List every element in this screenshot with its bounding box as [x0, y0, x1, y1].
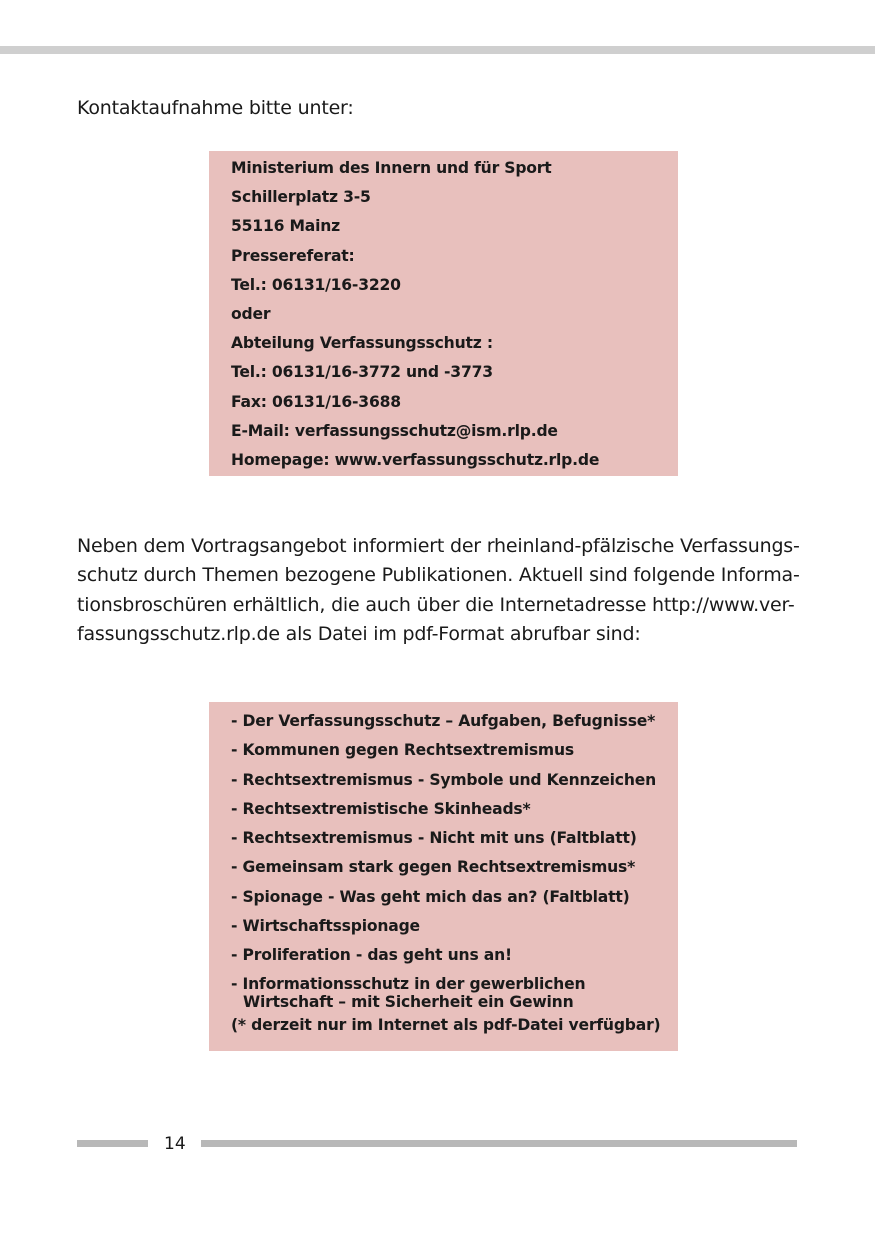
contact-email: E-Mail: verfassungsschutz@ism.rlp.de [231, 421, 558, 440]
paragraph-line: Neben dem Vortragsangebot informiert der rheinland-pfälzische Verfassungs- [77, 535, 800, 557]
publication-item: - Kommunen gegen Rechtsextremismus [231, 741, 574, 760]
publication-item: - Rechtsextremismus - Symbole und Kennzeichen [231, 770, 657, 789]
contact-box [209, 151, 678, 476]
top-divider [0, 46, 875, 54]
page-number: 14 [164, 1134, 186, 1154]
contact-phone: Tel.: 06131/16-3220 [231, 275, 401, 294]
contact-fax: Fax: 06131/16-3688 [231, 392, 401, 411]
paragraph-line: tionsbroschüren erhältlich, die auch über die Internetadresse http://www.ver- [77, 593, 795, 616]
publication-item [231, 971, 678, 1011]
publication-item: - Der Verfassungsschutz – Aufgaben, Befugnisse* [231, 712, 656, 730]
contact-line: Schillerplatz 3-5 [231, 188, 371, 207]
publication-item: - Proliferation - das geht uns an! [231, 946, 512, 965]
footer-divider-left [77, 1140, 148, 1147]
publication-item: - Spionage - Was geht mich das an? (Faltblatt) [231, 887, 630, 906]
contact-line: Abteilung Verfassungsschutz : [231, 334, 493, 353]
contact-line: Pressereferat: [231, 246, 355, 265]
body-paragraph [77, 532, 800, 649]
contact-line: oder [231, 304, 271, 323]
footer-divider-right [201, 1140, 797, 1147]
footnote: (* derzeit nur im Internet als pdf-Datei verfügbar) [231, 1015, 661, 1034]
publication-item-line: - Informationsschutz in der gewerblichen [231, 974, 586, 993]
publication-item: - Gemeinsam stark gegen Rechtsextremismus* [231, 858, 636, 877]
intro-text: Kontaktaufnahme bitte unter: [77, 97, 354, 119]
publication-item: - Rechtsextremistische Skinheads* [231, 799, 531, 818]
contact-phone: Tel.: 06131/16-3772 und -3773 [231, 363, 493, 382]
publication-item: - Wirtschaftsspionage [231, 917, 420, 936]
paragraph-line: schutz durch Themen bezogene Publikationen. Aktuell sind folgende Informa- [77, 564, 800, 587]
publications-box [209, 702, 678, 1051]
contact-line: 55116 Mainz [231, 217, 341, 236]
contact-line: Ministerium des Innern und für Sport [231, 159, 552, 177]
paragraph-line: fassungsschutz.rlp.de als Datei im pdf-Format abrufbar sind: [77, 622, 641, 645]
contact-homepage: Homepage: www.verfassungsschutz.rlp.de [231, 450, 600, 469]
publication-item-line: Wirtschaft – mit Sicherheit ein Gewinn [243, 992, 574, 1011]
publication-item: - Rechtsextremismus - Nicht mit uns (Faltblatt) [231, 829, 637, 848]
